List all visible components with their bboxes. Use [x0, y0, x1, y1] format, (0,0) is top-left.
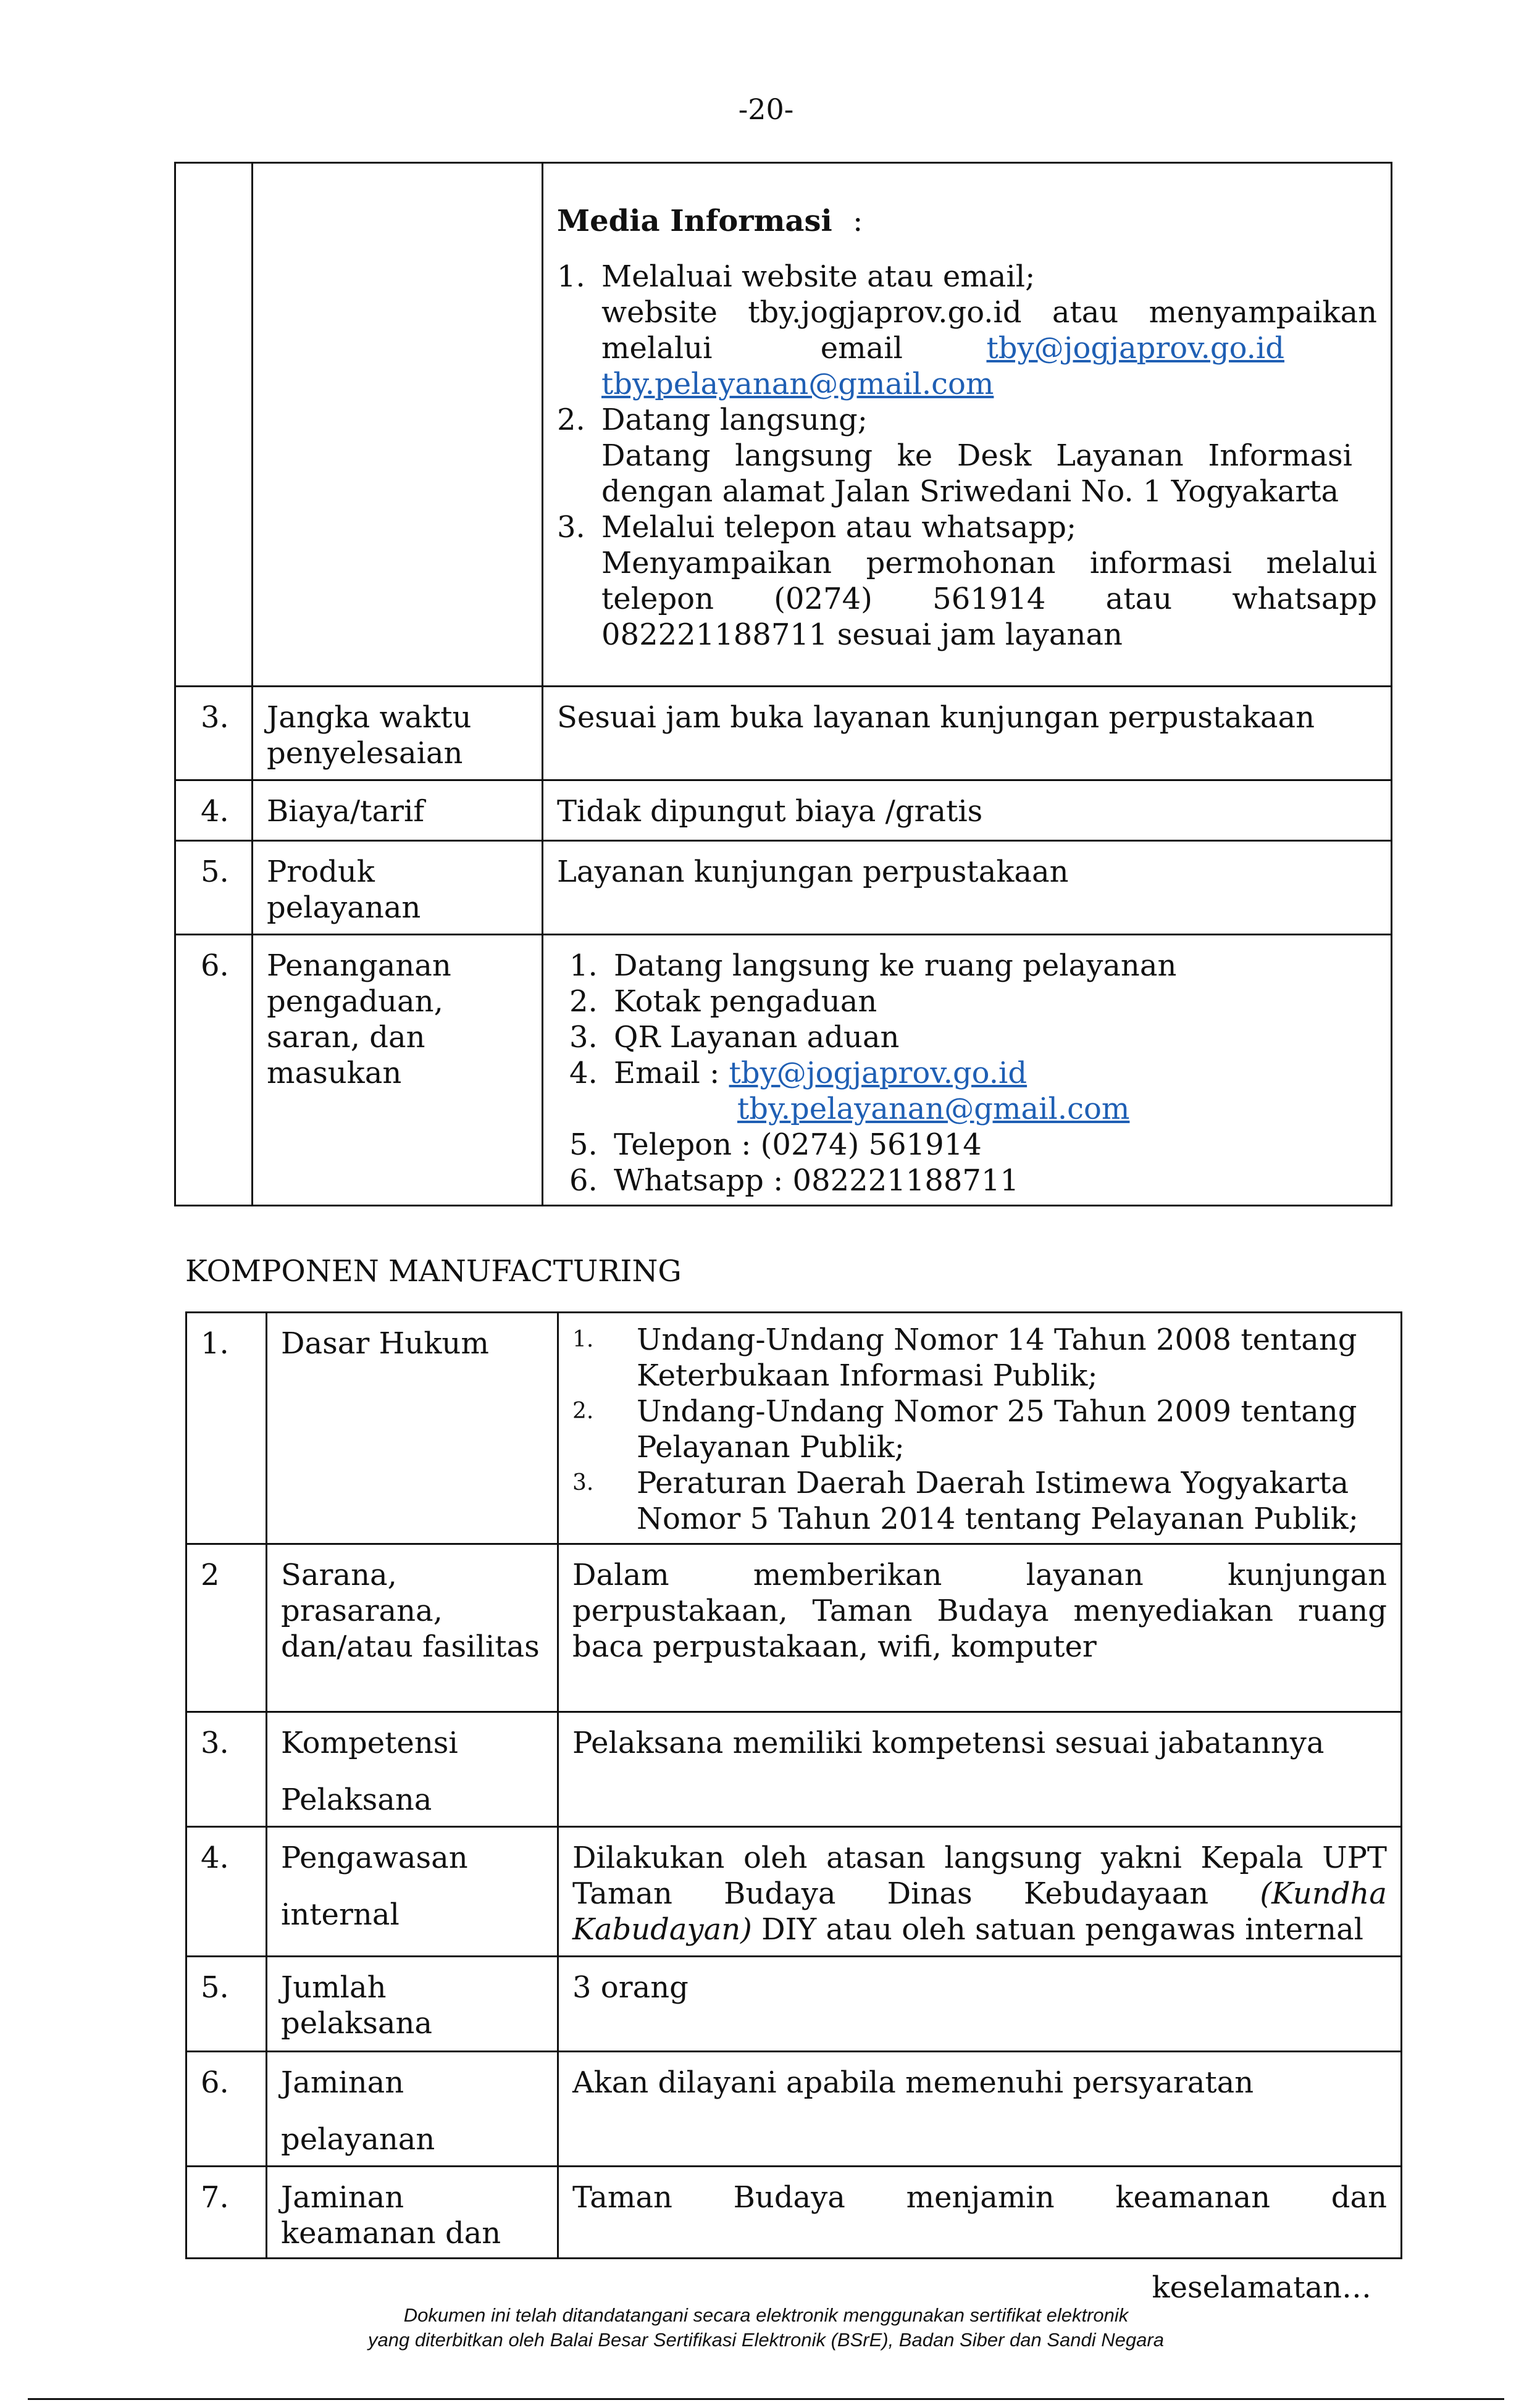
table-row: 1. Dasar Hukum 1. Undang-Undang Nomor 14 Tahun 2008 tentang Keterbukaan Informasi Publik; 2. Undang-Undang Nomor 25 Tahun 2009 tentang Pelayanan Publik; 3. Peraturan Daerah Daerah Istimewa Yogyakarta Nomor 5 Tahun 2014 tentang Pelayanan Publik;	[186, 1313, 1402, 1544]
table-row: 4. Pengawasan internal Dilakukan oleh atasan langsung yakni Kepala UPT Taman Budaya Dinas Kebudayaan (Kundha Kabudayan) DIY atau oleh satuan pengawas internal	[186, 1827, 1402, 1957]
list-item: 4. Email : tby@jogjaprov.go.id	[569, 1056, 1028, 1090]
table-row: 6. Jaminan pelayanan Akan dilayani apabila memenuhi persyaratan	[186, 2052, 1402, 2167]
table-row	[175, 163, 1392, 687]
continuation-word: keselamatan…	[1152, 2270, 1371, 2305]
media-informasi-list	[557, 259, 1377, 653]
list-item: 1. Undang-Undang Nomor 14 Tahun 2008 tentang Keterbukaan Informasi Publik;	[572, 1323, 1357, 1393]
list-item: 1. Melaluai website atau email; website tby.jogjaprov.go.id atau menyampaikan melalui email tby@jogjaprov.go.id tby.pelayanan@gmail.com	[557, 259, 1377, 401]
media-informasi-title: Media Informasi :	[557, 204, 863, 238]
list-item: 1. Datang langsung ke ruang pelayanan	[569, 948, 1177, 983]
list-item: 2. Kotak pengaduan	[569, 984, 877, 1019]
email-link[interactable]: tby.pelayanan@gmail.com	[737, 1092, 1130, 1126]
bottom-divider	[28, 2398, 1504, 2400]
table-row: 5. Produk pelayanan Layanan kunjungan perpustakaan	[175, 841, 1392, 935]
service-table-continued	[174, 162, 1392, 1206]
table-row: 6. Penanganan pengaduan, saran, dan masukan 1. Datang langsung ke ruang pelayanan 2. Kotak pengaduan 3. QR Layanan aduan 4. Email : tby@jogjaprov.go.id tby.pelayanan@gmail.com 5. Telepon : (0274) 561914 6. Whatsapp : 082221188711	[175, 935, 1392, 1206]
section-title: KOMPONEN MANUFACTURING	[185, 1254, 682, 1289]
e-signature-note: Dokumen ini telah ditandatangani secara elektronik menggunakan sertifikat elektronik yang diterbitkan oleh Balai Besar Sertifikasi Elektronik (BSrE), Badan Siber dan Sandi Negara	[368, 2304, 1164, 2351]
table-row: 2 Sarana, prasarana, dan/atau fasilitas Dalam memberikan layanan kunjungan perpustakaan, Taman Budaya menyediakan ruang baca perpustakaan, wifi, komputer	[186, 1544, 1402, 1712]
table-row: 3. Kompetensi Pelaksana Pelaksana memiliki kompetensi sesuai jabatannya	[186, 1712, 1402, 1827]
table-row: 3. Jangka waktu penyelesaian Sesuai jam buka layanan kunjungan perpustakaan	[175, 687, 1392, 780]
list-item: 3. Peraturan Daerah Daerah Istimewa Yogyakarta Nomor 5 Tahun 2014 tentang Pelayanan Publik;	[572, 1466, 1358, 1536]
page-number: -20-	[738, 93, 794, 126]
email-link[interactable]: tby@jogjaprov.go.id	[986, 331, 1284, 366]
manufacturing-table	[185, 1311, 1402, 2259]
table-row: 7. Jaminan keamanan dan Taman Budaya menjamin keamanan dan	[186, 2167, 1402, 2259]
complaint-channels-list	[557, 948, 1377, 1198]
email-link[interactable]: tby@jogjaprov.go.id	[729, 1056, 1028, 1090]
media-informasi-cell	[543, 163, 1392, 687]
table-row: 4. Biaya/tarif Tidak dipungut biaya /gratis	[175, 780, 1392, 841]
list-item: 2. Undang-Undang Nomor 25 Tahun 2009 tentang Pelayanan Publik;	[572, 1394, 1357, 1465]
list-item	[569, 1091, 1377, 1127]
list-item: 3. QR Layanan aduan	[569, 1020, 900, 1055]
list-item: 2. Datang langsung; Datang langsung ke Desk Layanan Informasi dengan alamat Jalan Sriwedani No. 1 Yogyakarta	[557, 403, 1352, 509]
table-row: 5. Jumlah pelaksana 3 orang	[186, 1957, 1402, 2052]
list-item: 6. Whatsapp : 082221188711	[569, 1163, 1019, 1198]
list-item: 3. Melalui telepon atau whatsapp; Menyampaikan permohonan informasi melalui telepon (0274) 561914 atau whatsapp 082221188711 sesuai jam layanan	[557, 510, 1377, 652]
list-item: 5. Telepon : (0274) 561914	[569, 1127, 982, 1162]
email-link[interactable]: tby.pelayanan@gmail.com	[601, 367, 994, 401]
